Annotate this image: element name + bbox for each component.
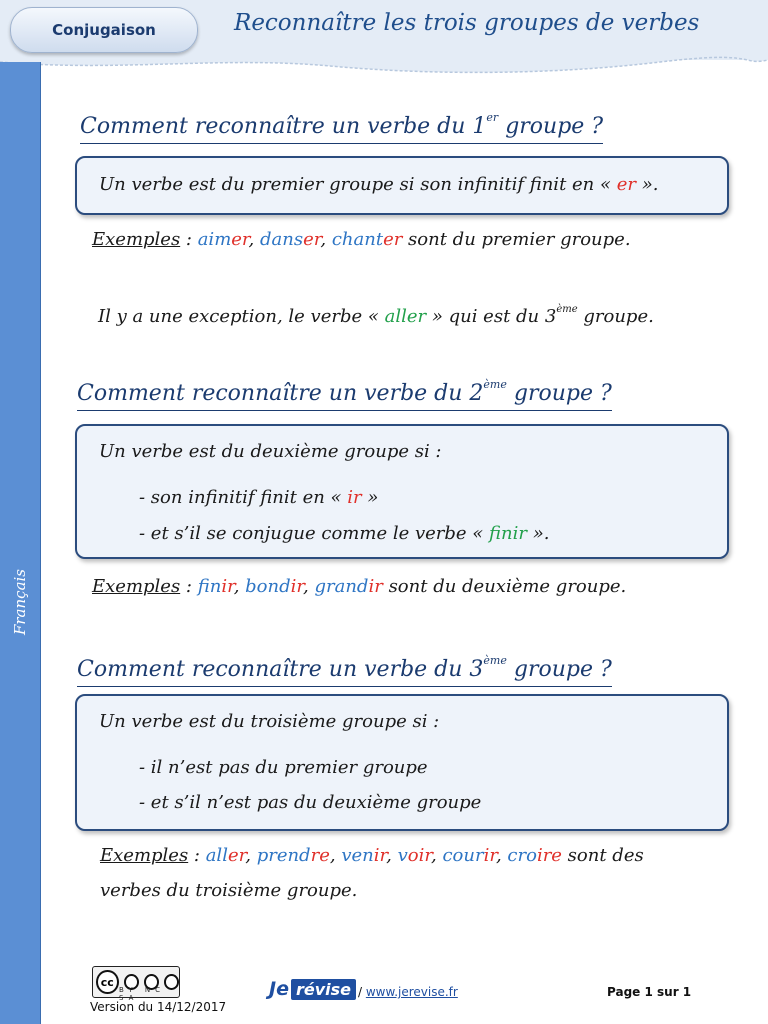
section-2-condition-1 [139, 486, 378, 510]
section-3-heading-end: groupe ? [506, 657, 612, 682]
example-stem: prend [256, 845, 311, 866]
section-1-heading-end: groupe ? [498, 114, 604, 139]
exception-sup: ème [556, 304, 578, 315]
examples-tail: sont du deuxième groupe. [382, 576, 627, 597]
condition-close: ». [526, 523, 550, 544]
example-ending: re [310, 845, 330, 866]
section-3-condition-1: - il n’est pas du premier groupe [139, 757, 428, 778]
section-1-exception [98, 298, 654, 329]
section-2-examples [92, 575, 626, 599]
page-title: Reconnaître les trois groupes de verbes [234, 10, 700, 36]
examples-label: Exemples [92, 229, 181, 250]
section-3-rule-box [75, 694, 729, 831]
condition-close: » [361, 487, 379, 508]
comma: , [329, 845, 342, 866]
section-2-heading-sup: ème [483, 378, 507, 391]
section-2-heading-end: groupe ? [506, 381, 612, 406]
rule-1-close: ». [636, 174, 659, 195]
example-ending: ir [483, 845, 496, 866]
site-logo[interactable] [269, 977, 356, 1001]
example-stem: ven [341, 845, 374, 866]
examples-tail: sont du premier groupe. [402, 229, 631, 250]
section-3-examples [100, 844, 644, 868]
section-1-rule-box [75, 156, 729, 215]
exception-text: Il y a une exception, le verbe « [98, 306, 385, 327]
example-stem: v [397, 845, 408, 866]
example-ending: ir [368, 576, 383, 597]
condition-ending: ir [347, 487, 362, 508]
page-number: Page 1 sur 1 [607, 985, 692, 999]
example-stem: cour [442, 845, 484, 866]
license-terms: BY NC SA [119, 986, 166, 1002]
section-3-heading-text: Comment reconnaître un verbe du 3 [77, 657, 484, 682]
section-2-condition-2 [139, 522, 549, 546]
example-stem: bond [245, 576, 291, 597]
example-ending: ir [373, 845, 387, 866]
example-stem: grand [314, 576, 369, 597]
examples-label: Exemples [92, 576, 181, 597]
comma: , [303, 576, 315, 597]
comma: , [320, 229, 332, 250]
example-stem: fin [197, 576, 222, 597]
examples-tail: sont des [561, 845, 644, 866]
comma: , [430, 845, 443, 866]
section-1-heading-sup: er [486, 111, 499, 124]
section-2-intro: Un verbe est du deuxième groupe si : [99, 441, 442, 462]
example-ending: ir [290, 576, 304, 597]
example-stem: all [205, 845, 228, 866]
example-stem: aim [197, 229, 232, 250]
condition-text: - et s’il se conjugue comme le verbe « [139, 523, 490, 544]
section-2-rule-box [75, 424, 729, 559]
example-ending: oir [407, 845, 431, 866]
category-label: Conjugaison [52, 21, 156, 39]
rule-1-text: Un verbe est du premier groupe si son infinitif finit en « [99, 174, 617, 195]
logo-revise: révise [291, 979, 356, 1000]
example-ending: ir [221, 576, 234, 597]
side-label [0, 542, 40, 662]
example-stem: chant [331, 229, 384, 250]
section-3-condition-2: - et s’il n’est pas du deuxième groupe [139, 792, 482, 813]
examples-sep: : [188, 845, 206, 866]
comma: , [245, 845, 257, 866]
comma: , [386, 845, 398, 866]
exception-end: groupe. [577, 306, 654, 327]
example-ending: er [231, 229, 249, 250]
section-1-rule [99, 173, 658, 197]
exception-verb: aller [384, 306, 427, 327]
section-2-heading [77, 371, 612, 411]
section-3-heading [77, 647, 612, 687]
version-date: Version du 14/12/2017 [90, 1000, 227, 1014]
side-strip [0, 62, 41, 1024]
example-ending: er [227, 845, 246, 866]
exception-text-2: » qui est du 3 [426, 306, 557, 327]
license-badge[interactable] [92, 966, 180, 1002]
section-3-examples-line-2: verbes du troisième groupe. [100, 880, 358, 901]
condition-text: - son infinitif finit en « [139, 487, 348, 508]
condition-model-verb: finir [489, 523, 527, 544]
website [358, 985, 458, 999]
example-stem: dans [260, 229, 304, 250]
website-link[interactable]: www.jerevise.fr [365, 985, 458, 999]
section-1-heading-text: Comment reconnaître un verbe du 1 [80, 114, 487, 139]
examples-sep: : [180, 576, 198, 597]
cc-icon: cc [96, 970, 119, 994]
example-ending: er [383, 229, 403, 250]
slash: / [358, 985, 366, 999]
comma: , [248, 229, 260, 250]
category-badge [10, 7, 198, 53]
examples-label: Exemples [100, 845, 189, 866]
section-3-heading-sup: ème [483, 654, 507, 667]
section-1-heading [80, 104, 603, 144]
examples-sep: : [180, 229, 198, 250]
comma: , [495, 845, 508, 866]
rule-1-ending: er [616, 174, 636, 195]
example-ending: er [303, 229, 321, 250]
section-2-heading-text: Comment reconnaître un verbe du 2 [77, 381, 484, 406]
side-label-text: Français [11, 568, 29, 636]
comma: , [233, 576, 246, 597]
section-1-examples [92, 228, 631, 252]
example-ending: ire [536, 845, 562, 866]
logo-je: Je [269, 978, 289, 1000]
example-stem: cro [507, 845, 537, 866]
section-3-intro: Un verbe est du troisième groupe si : [99, 711, 440, 732]
